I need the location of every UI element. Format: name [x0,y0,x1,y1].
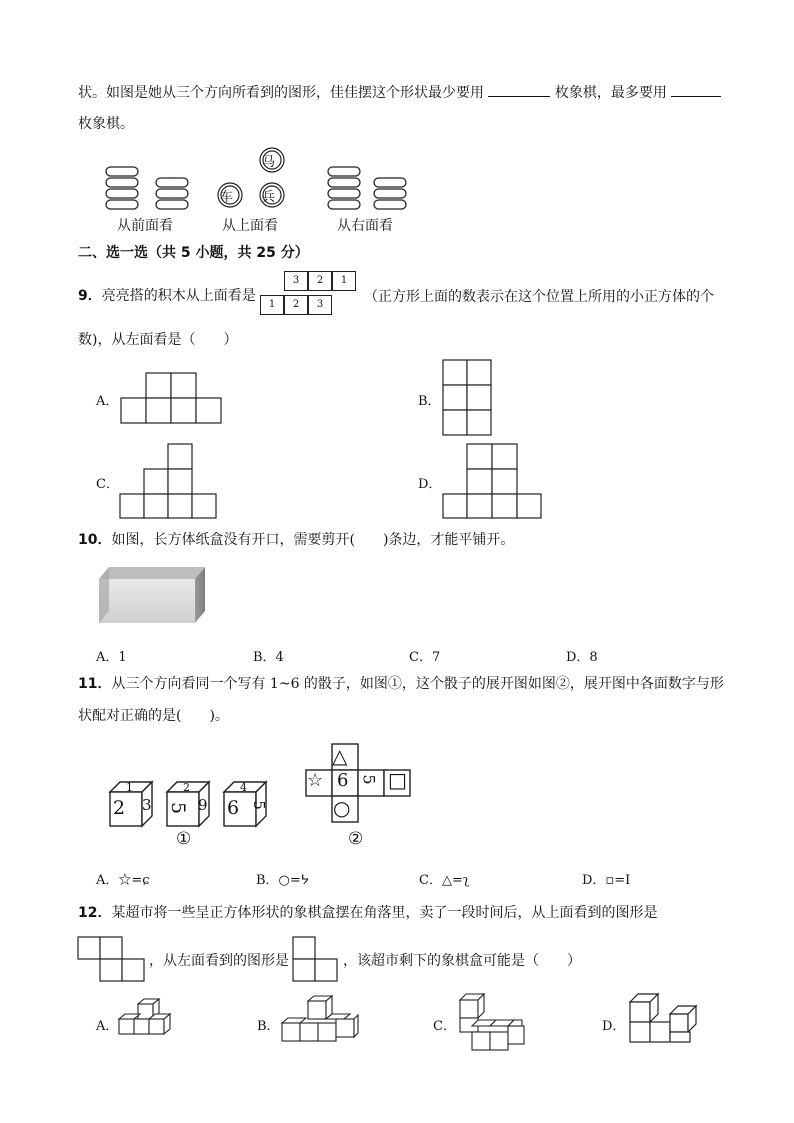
figure2-label: ② [348,829,364,849]
section-title: 二、选一选（共 5 小题，共 25 分） [78,245,309,261]
q10-text: 如图，长方体纸盒没有开口，需要剪开( )条边，才能平铺开。 [111,532,515,548]
q11-text-b: 状配对正确的是( )。 [78,708,229,724]
net-star-face: ☆ [307,770,324,791]
view-top-label: 从上面看 [222,218,278,234]
q10-line1 [78,530,514,550]
q11-number: 11． [78,676,112,692]
q12-option-a-label[interactable]: A． [96,1019,119,1034]
dice1-side: 3 [142,796,152,814]
q8-text-a: 状。如图是她从三个方向所看到的图形，佳佳摆这个形状最少要用 [78,85,484,101]
q8-line1 [78,82,721,103]
q9-grid-cell: 1 [332,271,356,291]
q12-line1 [78,903,657,923]
q9-option-a-figure[interactable] [121,372,223,424]
q12-option-d-label[interactable]: D． [602,1019,626,1034]
q11-option-c[interactable]: C．△=ʅ [419,873,470,888]
q12-option-c-label[interactable]: C． [433,1019,456,1034]
q10-option-c[interactable]: C．7 [409,650,441,665]
dice1-top: 1 [126,781,133,794]
q12-top-view-figure [77,936,147,984]
chess-piece-che: 车 [220,190,234,205]
q9-option-c-label[interactable]: C． [96,477,119,492]
dice3-side: 5 [249,800,268,810]
q9-text-a: 亮亮搭的积木从上面看是 [101,288,256,304]
net-triangle-face: △ [332,744,348,768]
q12-option-a-figure[interactable] [118,998,182,1044]
q12-text-c: ，该超市剩下的象棋盒可能是（ ） [343,953,581,969]
q8-right-view-figure [326,165,416,213]
dice1-front: 2 [113,797,126,819]
chess-piece-ma: 马 [262,155,276,170]
q9-text-b: （正方形上面的数表示在这个位置上所用的小正方体的个 [364,289,714,305]
q11-option-d[interactable]: D．▫=I [582,873,631,888]
q11-option-a[interactable]: A．☆=ɕ [96,873,150,888]
q9-grid-cell: 1 [260,295,284,315]
q9-text-c: 数)，从左面看是（ ） [78,332,238,348]
q10-option-a[interactable]: A．1 [96,650,127,665]
q9-line1 [78,286,256,306]
dice2-side: 9 [198,796,208,814]
dice2-top: 2 [183,781,190,794]
view-front-label: 从前面看 [117,218,173,234]
q12-option-b-label[interactable]: B． [257,1019,280,1034]
net-five-face: 5 [359,774,379,785]
q10-option-d[interactable]: D．8 [566,650,598,665]
q9-option-b-figure[interactable] [443,360,493,436]
q9-grid-cell: 2 [308,271,332,291]
q10-option-b[interactable]: B．4 [253,650,284,665]
q9-option-a-label[interactable]: A． [96,394,119,409]
q12-option-b-figure[interactable] [280,995,360,1047]
q9-grid-cell: 3 [284,271,308,291]
q12-text-b: ，从左面看到的图形是 [149,953,289,969]
q12-text-a: 某超市将一些呈正方体形状的象棋盒摆在角落里，卖了一段时间后，从上面看到的图形是 [111,905,658,921]
q11-text-a: 从三个方向看同一个写有 1~6 的骰子，如图①，这个骰子的展开图如图②，展开图中各面数字与形 [111,676,724,692]
q8-text-b: 枚象棋，最多要用 [554,85,667,101]
q8-answer-blank-max[interactable] [671,82,721,97]
net-six-face: 6 [337,770,349,791]
q9-option-d-label[interactable]: D． [418,477,442,492]
q12-left-view-figure [292,936,340,984]
q12-option-c-figure[interactable] [456,990,530,1052]
q8-line2: 枚象棋。 [78,116,134,132]
q10-box-image [95,565,205,627]
figure1-label: ① [176,829,192,849]
q9-option-b-label[interactable]: B． [418,394,441,409]
dice3-front: 6 [227,797,240,819]
q9-number: 9． [78,288,102,304]
q10-number: 10． [78,532,112,548]
q9-grid-cell: 3 [308,295,332,315]
view-right-label: 从右面看 [337,218,393,234]
q9-grid-cell: 2 [284,295,308,315]
q9-option-c-figure[interactable] [120,444,220,520]
q9-option-d-figure[interactable] [443,444,543,520]
q12-option-d-figure[interactable] [626,990,700,1052]
dice2-front: 5 [167,801,190,815]
q11-option-b[interactable]: B．○=ᔭ [256,873,309,888]
q8-answer-blank-min[interactable] [488,82,550,97]
net-square-face: □ [388,768,407,792]
dice3-top: 4 [240,781,247,794]
net-circle-face: ○ [333,796,351,820]
chess-piece-bing: 兵 [262,190,276,205]
q11-line1 [78,674,724,694]
q12-number: 12． [78,905,112,921]
q8-front-view-figure [104,165,194,213]
